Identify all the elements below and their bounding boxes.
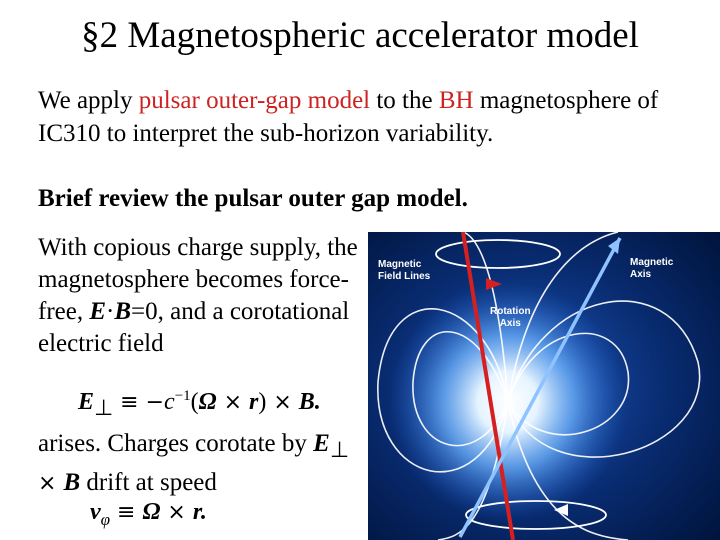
eq1-open-paren: ( <box>190 389 199 415</box>
eq2-times: × <box>160 500 193 525</box>
eq2-omega: Ω <box>142 499 161 525</box>
symbol-b: B <box>114 298 132 325</box>
intro-text-2: to the <box>370 87 439 114</box>
eq2-v: v <box>90 499 101 525</box>
force-free-paragraph <box>38 232 363 360</box>
section-heading: Brief review the pulsar outer gap model. <box>38 185 468 212</box>
eq1-times-1: × <box>216 390 249 415</box>
drift-text-1: arises. Charges corotate by <box>38 430 314 457</box>
eq2-period: . <box>200 499 207 525</box>
eq1-r: r <box>249 389 259 415</box>
label-magnetic-field-lines: Magnetic Field Lines <box>378 259 431 282</box>
eq2-phi: φ <box>100 509 111 529</box>
drift-perp: ⊥ <box>329 438 350 463</box>
eq1-exponent: −1 <box>174 388 191 404</box>
force-free-text-1: With copious charge supply, the magnetosphere becomes force-free, <box>38 234 358 325</box>
eq1-period: . <box>314 389 321 415</box>
force-free-text-2: =0, and a corotational electric field <box>38 298 350 357</box>
intro-paragraph <box>38 84 708 150</box>
eq1-perp: ⊥ <box>94 395 114 421</box>
symbol-e: E <box>89 298 107 325</box>
pulsar-magnetosphere-illustration <box>368 232 720 540</box>
drift-e: E <box>313 430 330 457</box>
slide-title: §2 Magnetospheric accelerator model <box>81 15 639 56</box>
corotational-field-equation <box>78 380 368 425</box>
intro-text-1: We apply <box>38 87 139 114</box>
eq2-r: r <box>192 499 201 525</box>
drift-paragraph <box>38 428 368 500</box>
eq1-close-paren: ) <box>258 389 267 415</box>
eq1-e: E <box>78 389 95 415</box>
eq2-equiv: ≡ <box>110 500 143 525</box>
drift-b: B <box>63 469 81 496</box>
eq1-times-2: × <box>266 390 299 415</box>
eq1-b: B <box>298 389 315 415</box>
drift-velocity-equation <box>90 496 370 536</box>
dot-operator: · <box>106 298 115 325</box>
label-rotation-axis: Rotation Axis <box>490 306 531 329</box>
intro-highlight-outer-gap: pulsar outer-gap model <box>138 87 371 114</box>
drift-times: × <box>38 471 64 496</box>
eq1-omega: Ω <box>198 389 217 415</box>
label-magnetic-axis: Magnetic Axis <box>630 257 674 280</box>
eq1-c: c <box>164 389 175 415</box>
intro-highlight-bh: BH <box>438 87 474 114</box>
eq1-equiv-minus: ≡ − <box>113 390 165 415</box>
drift-text-2: drift at speed <box>80 469 217 496</box>
intro-text-3: magnetosphere of IC310 to interpret the sub-horizon variability. <box>38 87 659 147</box>
